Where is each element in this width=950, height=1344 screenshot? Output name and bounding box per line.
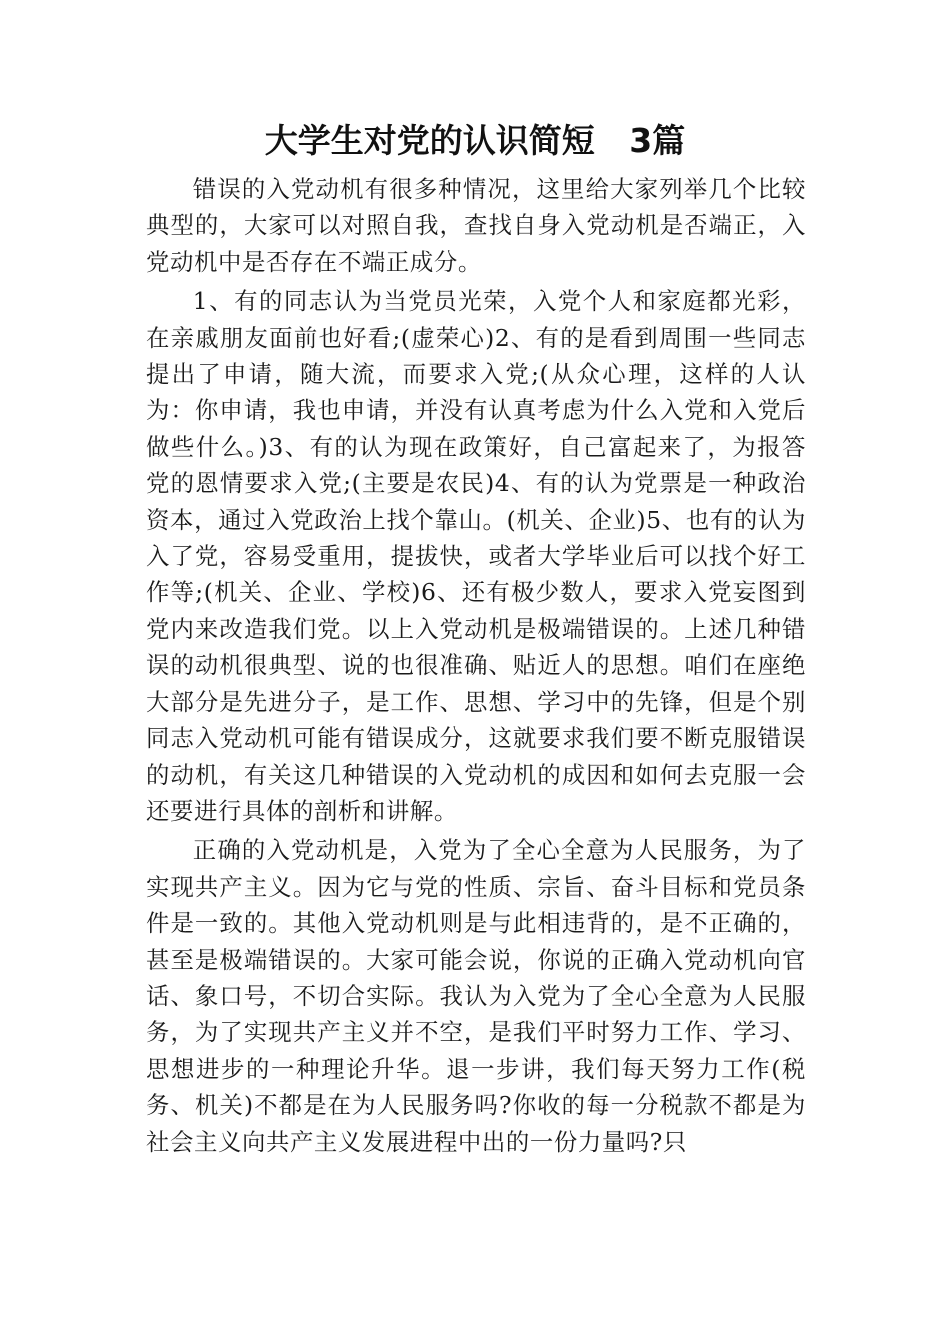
document-body bbox=[146, 171, 806, 1163]
document-title: 大学生对党的认识简短 3篇 bbox=[264, 121, 686, 160]
paragraph-correct-motive: 正确的入党动机是，入党为了全心全意为人民服务，为了实现共产主义。因为它与党的性质、宗旨、奋斗目标和党员条件是一致的。其他入党动机则是与此相违背的，是不正确的，甚至是极端错误的。大家可能会说，你说的正确入党动机向官话、象口号，不切合实际。我认为入党为了全心全意为人民服务，为了实现共产主义并不空，是我们平时努力工作、学习、思想进步的一种理论升华。退一步讲，我们每天努力工作(税务、机关)不都是在为人民服务吗?你收的每一分税款不都是为社会主义向共产主义发展进程中出的一份力量吗?只 bbox=[146, 836, 806, 1156]
paragraph-wrong-motives-list: 1、有的同志认为当党员光荣，入党个人和家庭都光彩，在亲戚朋友面前也好看;(虚荣心)2、有的是看到周围一些同志提出了申请，随大流，而要求入党;(从众心理，这样的人认为：你申请，我也申请，并没有认真考虑为什么入党和入党后做些什么。)3、有的认为现在政策好，自己富起来了，为报答党的恩情要求入党;(主要是农民)4、有的认为党票是一种政治资本，通过入党政治上找个靠山。(机关、企业)5、也有的认为入了党，容易受重用，提拔快，或者大学毕业后可以找个好工作等;(机关、企业、学校)6、还有极少数人，要求入党妄图到党内来改造我们党。以上入党动机是极端错误的。上述几种错误的动机很典型、说的也很准确、贴近人的思想。咱们在座绝大部分是先进分子，是工作、思想、学习中的先锋，但是个别同志入党动机可能有错误成分，这就要求我们要不断克服错误的动机，有关这几种错误的入党动机的成因和如何去克服一会还要进行具体的剖析和讲解。 bbox=[146, 287, 806, 825]
paragraph-wrong-motives-intro: 错误的入党动机有很多种情况，这里给大家列举几个比较典型的，大家可以对照自我，查找自身入党动机是否端正，入党动机中是否存在不端正成分。 bbox=[146, 175, 806, 276]
